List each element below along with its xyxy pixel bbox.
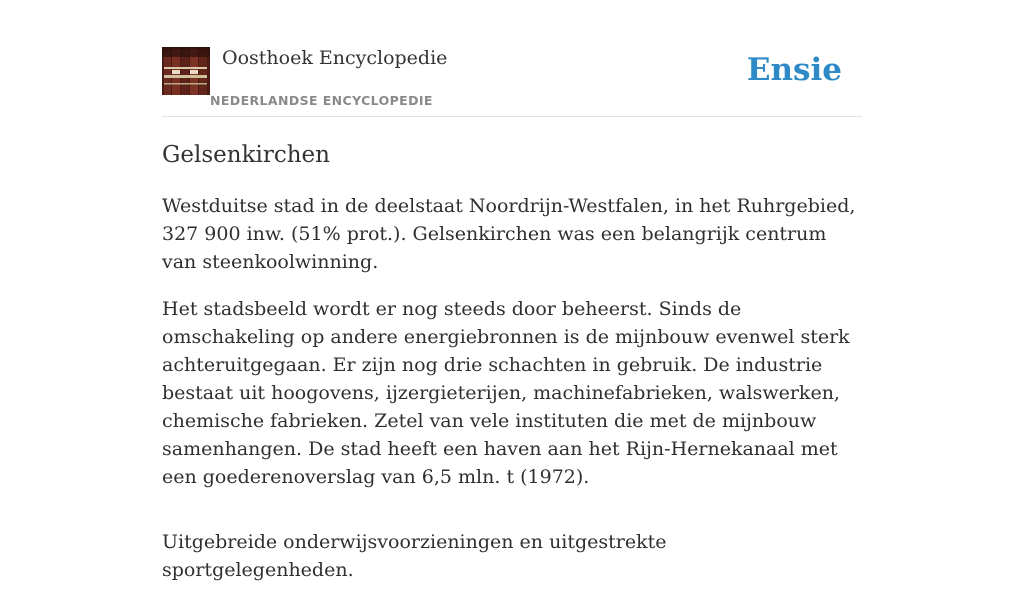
book-spines-icon[interactable] <box>162 47 210 95</box>
source-header <box>162 46 862 117</box>
entry-paragraph: Uitgebreide onderwijsvoorzieningen en uitgestrekte sportgelegenheden. <box>162 531 667 581</box>
entry-paragraph: Westduitse stad in de deelstaat Noordrijn-Westfalen, in het Ruhrgebied, 327 900 inw. (51% prot.). Gelsenkirchen was een belangrijk centrum van steenkoolwinning. <box>162 195 856 273</box>
page-container <box>162 0 862 581</box>
ensie-logo-link[interactable]: Ensie <box>746 52 842 88</box>
entry-body <box>162 192 862 603</box>
source-subtitle: NEDERLANDSE ENCYCLOPEDIE <box>210 93 433 108</box>
entry-title: Gelsenkirchen <box>162 142 330 168</box>
entry-paragraph: Het stadsbeeld wordt er nog steeds door beheerst. Sinds de omschakeling op andere energiebronnen is de mijnbouw evenwel sterk achteruitgegaan. Er zijn nog drie schachten in gebruik. De industrie bestaat uit hoogovens, ijzergieterijen, machinefabrieken, walswerken, chemische fabrieken. Zetel van vele instituten die met de mijnbouw samenhangen. De stad heeft een haven aan het Rijn-Hernekanaal met een goederenoverslag van 6,5 mln. t (1972). <box>162 298 850 488</box>
source-title[interactable]: Oosthoek Encyclopedie <box>222 47 448 69</box>
